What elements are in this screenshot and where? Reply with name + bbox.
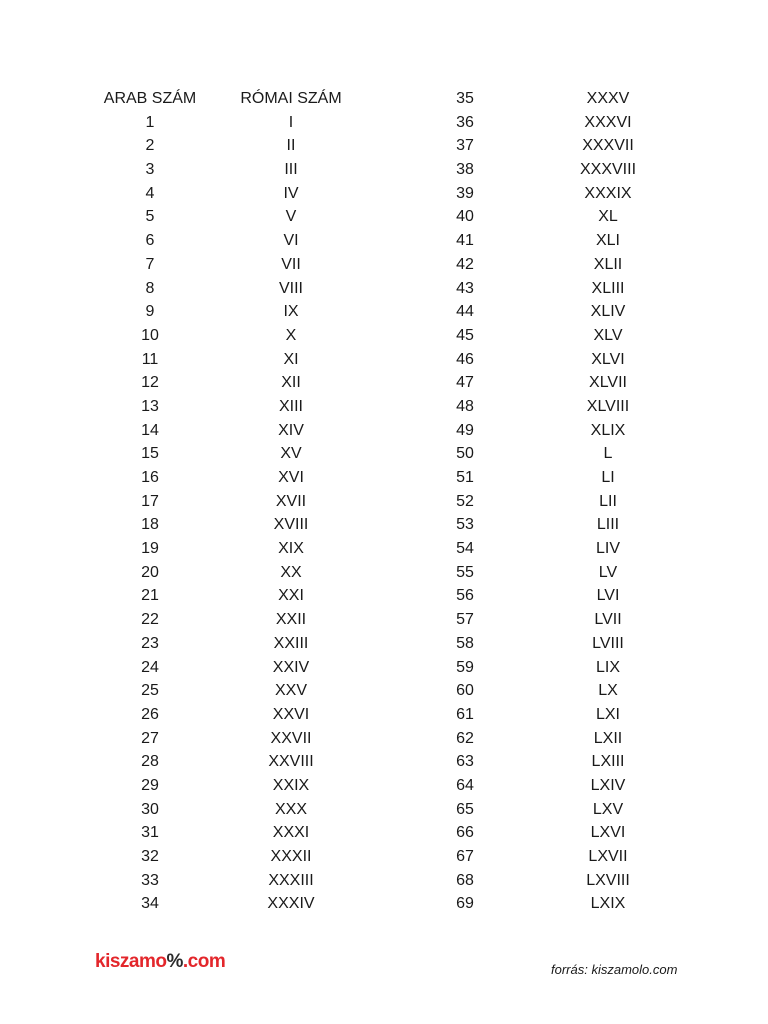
roman-number-cell: XVIII — [273, 516, 309, 534]
arab-number-cell: 16 — [141, 469, 159, 486]
arab-number-cell: 40 — [456, 208, 474, 226]
roman-number-cell: XII — [281, 374, 301, 392]
roman-number-cell: XXXI — [272, 824, 310, 842]
roman-number-cell: XLVIII — [586, 397, 630, 415]
roman-number-cell: II — [286, 137, 296, 155]
roman-number-cell: LVII — [594, 611, 622, 629]
roman-number-cell: XXVI — [272, 705, 310, 723]
arab-number-cell: 47 — [456, 374, 474, 392]
roman-number-cell: L — [603, 445, 613, 463]
roman-number-cell: LXIV — [590, 776, 626, 794]
arab-number-cell: 10 — [141, 326, 159, 344]
arab-number-cell: 17 — [141, 492, 159, 510]
arab-number-cell: 55 — [456, 563, 474, 581]
arab-number-cell: 64 — [456, 776, 474, 794]
arab-number-cell: 6 — [145, 232, 155, 250]
arab-number-cell: 12 — [141, 374, 159, 392]
roman-number-cell: LIII — [596, 516, 620, 534]
roman-number-cell: LXIX — [590, 895, 626, 913]
arab-number-cell: 66 — [456, 824, 474, 842]
arab-number-cell: 69 — [456, 895, 474, 913]
roman-number-cell: LXVIII — [586, 871, 630, 889]
roman-number-cell: XXXVI — [584, 113, 632, 131]
roman-number-cell: XXXIV — [267, 895, 315, 913]
roman-number-cell: IX — [283, 303, 299, 321]
arab-number-cell: 1 — [145, 113, 155, 131]
arab-number-cell: 20 — [141, 563, 159, 581]
kiszamolo-logo[interactable] — [95, 951, 225, 973]
roman-number-cell: XLVI — [591, 350, 625, 368]
arab-number-cell: 43 — [456, 279, 474, 297]
roman-number-cell: XXXII — [270, 848, 312, 865]
arab-number-cell: 8 — [145, 279, 155, 297]
roman-number-cell: LXIII — [591, 753, 625, 771]
roman-number-cell: XIX — [278, 540, 304, 558]
roman-number-cell: XXVII — [270, 729, 312, 747]
arab-number-cell: 36 — [456, 113, 474, 131]
arab-number-cell: 29 — [141, 776, 159, 794]
roman-number-cell: XXI — [278, 587, 304, 605]
arab-number-cell: 58 — [456, 634, 474, 652]
roman-number-cell: XVI — [278, 469, 304, 486]
arab-number-cell: 56 — [456, 587, 474, 605]
roman-number-cell: LVIII — [592, 634, 624, 652]
arab-number-cell: 25 — [141, 682, 159, 700]
roman-number-cell: XLV — [593, 326, 623, 344]
roman-number-cell: X — [285, 326, 297, 344]
roman-number-cell: LV — [598, 563, 618, 581]
logo-text-percent: % — [166, 951, 183, 972]
roman-number-cell: XXIII — [273, 634, 309, 652]
roman-number-cell: LXII — [593, 729, 623, 747]
roman-number-cell: III — [284, 161, 298, 179]
roman-number-cell: XLII — [593, 255, 623, 273]
arab-number-cell: 32 — [141, 848, 159, 865]
arab-number-cell: 39 — [456, 184, 474, 202]
roman-number-cell: XXXVIII — [579, 161, 637, 179]
arab-number-cell: 68 — [456, 871, 474, 889]
roman-number-cell: VI — [283, 232, 299, 250]
arab-number-cell: 54 — [456, 540, 474, 558]
arab-number-cell: 63 — [456, 753, 474, 771]
roman-number-cell: LIV — [595, 540, 620, 558]
roman-number-cell: LXVII — [588, 848, 628, 865]
arab-number-cell: 51 — [456, 469, 474, 486]
arab-number-cell: 13 — [141, 397, 159, 415]
roman-number-cell: XIII — [278, 397, 303, 415]
arab-number-cell: 37 — [456, 137, 474, 155]
arab-number-cell: 34 — [141, 895, 159, 913]
roman-number-cell: XLIX — [590, 421, 626, 439]
arab-number-cell: 46 — [456, 350, 474, 368]
arab-number-cell: 27 — [141, 729, 159, 747]
arab-number-cell: 23 — [141, 634, 159, 652]
arab-number-cell: 35 — [456, 90, 474, 107]
roman-header: RÓMAI SZÁM — [240, 90, 342, 107]
arab-number-cell: 14 — [141, 421, 159, 439]
arab-number-cell: 28 — [141, 753, 159, 771]
arab-number-cell: 65 — [456, 800, 474, 818]
arab-header: ARAB SZÁM — [103, 90, 197, 107]
roman-number-cell: I — [288, 113, 294, 131]
roman-number-cell: XXXIX — [584, 184, 632, 202]
arab-number-cell: 38 — [456, 161, 474, 179]
arab-number-cell: 48 — [456, 397, 474, 415]
roman-number-cell: V — [285, 208, 297, 226]
arab-number-cell: 4 — [145, 184, 155, 202]
arab-number-cell: 30 — [141, 800, 159, 818]
arab-number-cell: 9 — [145, 303, 155, 321]
roman-number-cell: XX — [280, 563, 302, 581]
roman-column-right — [548, 87, 668, 916]
roman-number-cell: XLIV — [590, 303, 626, 321]
roman-number-cell: LIX — [595, 658, 620, 676]
roman-number-cell: XXV — [274, 682, 307, 700]
arab-number-cell: 24 — [141, 658, 159, 676]
arab-number-cell: 19 — [141, 540, 159, 558]
roman-number-cell: XLVII — [589, 374, 627, 392]
arab-number-cell: 11 — [141, 350, 159, 368]
arab-number-cell: 26 — [141, 705, 159, 723]
arab-number-cell: 2 — [145, 137, 155, 155]
roman-number-cell: XXIX — [272, 776, 310, 794]
roman-number-cell: XLI — [595, 232, 620, 250]
logo-text-main: kiszamo — [95, 951, 167, 972]
roman-number-cell: XV — [280, 445, 302, 463]
arab-number-cell: 49 — [456, 421, 474, 439]
arab-column-right — [430, 87, 500, 916]
roman-number-cell: VIII — [278, 279, 303, 297]
arab-number-cell: 44 — [456, 303, 474, 321]
arab-number-cell: 61 — [456, 705, 474, 723]
logo-text-domain: .com — [182, 951, 226, 972]
roman-number-cell: LXV — [592, 800, 624, 818]
roman-number-cell: XXXV — [586, 90, 630, 107]
roman-column-left — [226, 87, 356, 916]
arab-number-cell: 67 — [456, 848, 474, 865]
roman-number-cell: XXX — [274, 800, 307, 818]
roman-number-cell: XIV — [278, 421, 304, 439]
arab-number-cell: 7 — [145, 255, 155, 273]
arab-number-cell: 45 — [456, 326, 474, 344]
roman-number-cell: XLIII — [591, 279, 625, 297]
arab-number-cell: 59 — [456, 658, 474, 676]
roman-number-cell: LII — [599, 492, 617, 510]
arab-column-left — [98, 87, 202, 916]
roman-number-cell: LX — [598, 682, 618, 700]
roman-number-cell: XXXIII — [268, 871, 314, 889]
roman-number-cell: XI — [283, 350, 299, 368]
arab-number-cell: 57 — [456, 611, 474, 629]
arab-number-cell: 31 — [141, 824, 159, 842]
arab-number-cell: 33 — [141, 871, 159, 889]
arab-number-cell: 22 — [141, 611, 159, 629]
roman-number-cell: XL — [598, 208, 618, 226]
roman-number-cell: LXI — [595, 705, 620, 723]
roman-number-cell: LXVI — [590, 824, 626, 842]
source-credit: forrás: kiszamolo.com — [551, 962, 678, 977]
roman-number-cell: XXVIII — [268, 753, 314, 771]
roman-number-cell: XVII — [275, 492, 307, 510]
arab-number-cell: 18 — [141, 516, 159, 534]
arab-number-cell: 42 — [456, 255, 474, 273]
arab-number-cell: 21 — [141, 587, 159, 605]
roman-number-cell: IV — [283, 184, 299, 202]
arab-number-cell: 50 — [456, 445, 474, 463]
arab-number-cell: 53 — [456, 516, 474, 534]
arab-number-cell: 3 — [145, 161, 155, 179]
arab-number-cell: 15 — [141, 445, 159, 463]
roman-number-cell: XXIV — [272, 658, 310, 676]
arab-number-cell: 52 — [456, 492, 474, 510]
roman-number-cell: XXII — [275, 611, 307, 629]
roman-number-cell: LVI — [596, 587, 620, 605]
arab-number-cell: 5 — [145, 208, 155, 226]
roman-number-cell: XXXVII — [582, 137, 634, 155]
arab-number-cell: 41 — [456, 232, 474, 250]
roman-number-cell: LI — [601, 469, 615, 486]
roman-number-cell: VII — [281, 255, 301, 273]
arab-number-cell: 60 — [456, 682, 474, 700]
arab-number-cell: 62 — [456, 729, 474, 747]
